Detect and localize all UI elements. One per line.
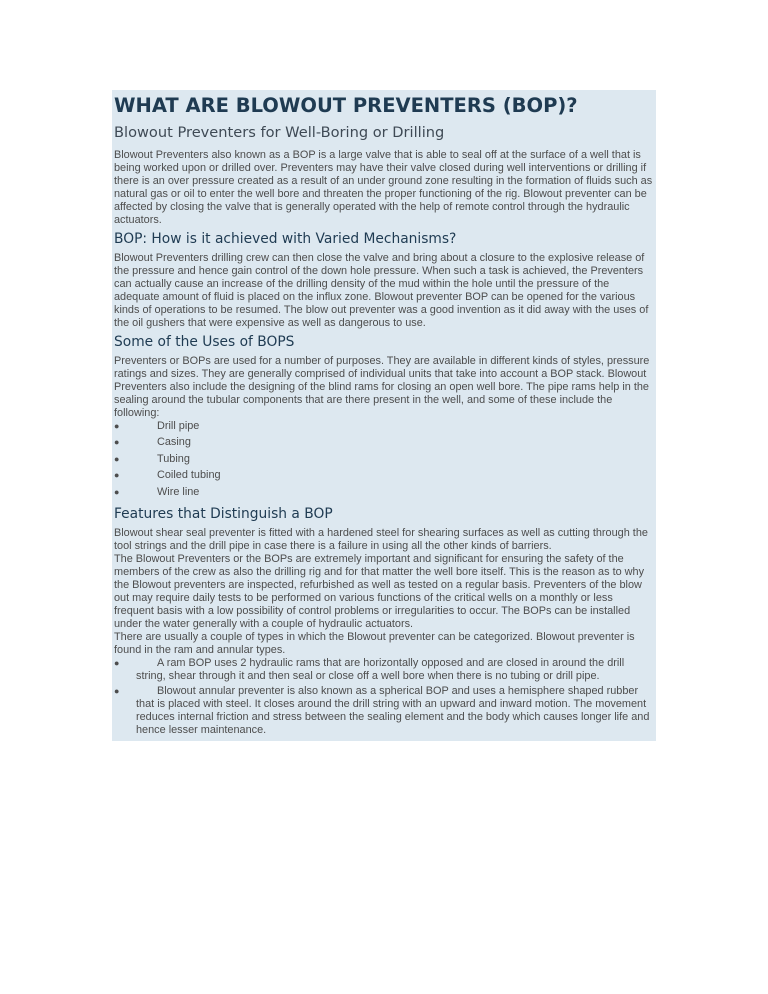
bullet-icon: ● bbox=[114, 437, 120, 448]
page-subtitle: Blowout Preventers for Well-Boring or Drilling bbox=[114, 124, 445, 141]
bullet-icon: ● bbox=[114, 453, 120, 464]
list-item-text: Drill pipe bbox=[157, 420, 200, 432]
list-item-text: Blowout annular preventer is also known as a spherical BOP and uses a hemisphere shaped rubber that is placed with steel. It closes around the drill string with an upward and inward motion. The movement reduces internal friction and stress between the sealing element and the body which causes longer life and hence lesser maintenance. bbox=[136, 684, 650, 736]
section-heading-uses: Some of the Uses of BOPS bbox=[114, 334, 295, 350]
list-item bbox=[114, 469, 655, 485]
bullet-icon: ● bbox=[114, 486, 120, 497]
bop-types-list bbox=[114, 657, 655, 737]
list-item-text: Casing bbox=[157, 436, 191, 449]
features-paragraph-2: The Blowout Preventers or the BOPs are extremely important and significant for ensuring the safety of the members of the crew as also the drilling rig and for that matter the well bore itself. This is the reason as to why the Blowout preventers are inspected, refurbished as well as tested on a regular basis. Preventers of the blow out may require daily tests to be performed on various functions of the critical wells on a monthly or less frequent basis with a low possibility of control problems or irregularities to occur. The BOPs can be installed under the water generally with a couple of hydraulic actuators. bbox=[114, 552, 645, 630]
section-heading-mechanisms: BOP: How is it achieved with Varied Mechanisms? bbox=[114, 231, 457, 247]
page-title: WHAT ARE BLOWOUT PREVENTERS (BOP)? bbox=[114, 94, 578, 117]
list-item bbox=[114, 420, 655, 436]
bullet-icon: ● bbox=[114, 685, 120, 696]
list-item-text: Coiled tubing bbox=[157, 469, 221, 482]
list-item bbox=[114, 657, 655, 683]
list-item-text: Wire line bbox=[157, 485, 200, 498]
bullet-icon: ● bbox=[114, 421, 120, 431]
document-page bbox=[112, 90, 656, 741]
intro-paragraph: Blowout Preventers also known as a BOP is a large valve that is able to seal off at the surface of a well that is being worked upon or drilled over. Preventers may have their valve closed during well interventions or drilling if there is an over pressure created as a result of an under ground zone resulting in the formation of fluids such as natural gas or oil to enter the well bore and threaten the proper functioning of the rig. Blowout preventer can be affected by closing the valve that is generally operated with the help of remote control through the hydraulic actuators. bbox=[114, 149, 653, 226]
list-item bbox=[114, 486, 655, 502]
list-item-text: A ram BOP uses 2 hydraulic rams that are horizontally opposed and are closed in around the drill string, shear through it and then seal or close off a well bore when there is no tubing or drill pipe. bbox=[136, 656, 625, 682]
uses-paragraph: Preventers or BOPs are used for a number of purposes. They are available in different kinds of styles, pressure ratings and sizes. They are generally comprised of individual units that take into account a BOP stack. Blowout Preventers also include the designing of the blind rams for closing an open well bore. The pipe rams help in the sealing around the tubular components that are there present in the well, and some of these include the following: bbox=[114, 355, 650, 419]
list-item bbox=[114, 453, 655, 469]
features-paragraph-1: Blowout shear seal preventer is fitted with a hardened steel for shearing surfaces as well as cutting through the tool strings and the drill pipe in case there is a failure in using all the other kinds of barriers. bbox=[114, 526, 648, 552]
mechanisms-paragraph: Blowout Preventers drilling crew can then close the valve and bring about a closure to the explosive release of the pressure and hence gain control of the down hole pressure. When such a task is achieved, the Preventers can actually cause an increase of the drilling density of the mud within the hole until the pressure of the adequate amount of fluid is placed on the influx zone. Blowout preventer BOP can be opened for the various kinds of operations to be resumed. The blow out preventer was a good invention as it did away with the uses of the oil gushers that were expensive as well as dangerous to use. bbox=[114, 252, 649, 329]
list-item bbox=[114, 436, 655, 452]
bullet-icon: ● bbox=[114, 470, 120, 481]
features-paragraph-3: There are usually a couple of types in which the Blowout preventer can be categorized. Blowout preventer is found in the ram and annular types. bbox=[114, 630, 635, 656]
list-item-text: Tubing bbox=[157, 452, 190, 465]
section-heading-features: Features that Distinguish a BOP bbox=[114, 505, 333, 522]
uses-list bbox=[114, 420, 655, 502]
list-item bbox=[114, 685, 655, 737]
bullet-icon: ● bbox=[114, 657, 120, 668]
